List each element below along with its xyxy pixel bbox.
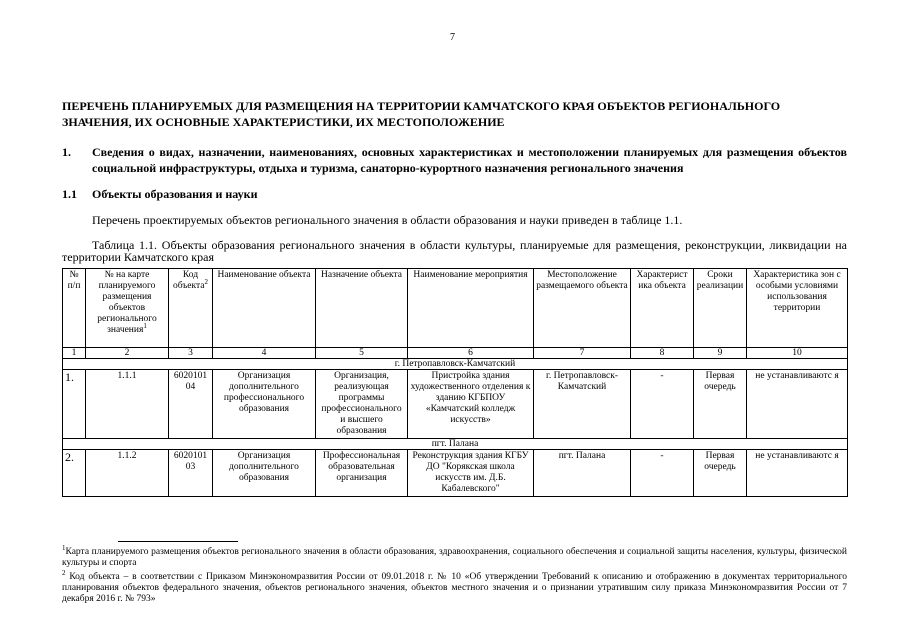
col-number: 5 [316, 348, 408, 359]
object-name-cell: Организация дополнительного профессионального образования [213, 370, 316, 439]
group-row-petropavlovsk [63, 359, 848, 370]
action-cell: Реконструкция здания КГБУ ДО "Корякская школа искусств им. Д.Б. Кабалевского" [408, 450, 534, 497]
col-number: 6 [408, 348, 534, 359]
footnote-ref-2: 2 [204, 277, 208, 286]
zones-cell: не устанавливаютс я [747, 450, 848, 497]
row-number: 1. [63, 370, 86, 439]
section-1-1-heading [62, 186, 847, 202]
header-zones: Характеристика зон с особыми условиями использования территории [747, 269, 848, 348]
group-label: пгт. Палана [63, 439, 848, 450]
footnote-ref-1: 1 [143, 321, 147, 330]
page-number: 7 [450, 32, 455, 43]
header-map-number: № на карте планируемого размещения объектов регионального значения$^1$ [86, 269, 169, 348]
col-number: 10 [747, 348, 848, 359]
location-cell: пгт. Палана [534, 450, 631, 497]
row-number: 2. [63, 450, 86, 497]
footnote-divider [118, 541, 238, 542]
map-number-cell: 1.1.1 [86, 370, 169, 439]
footnote-1-text: Карта планируемого размещения объектов регионального значения в области образования, здравоохранения, социального обеспечения и социальной защиты населения, культуры, физической культуры и спорта [62, 547, 847, 568]
section-1-1-text: Объекты образования и науки [92, 187, 258, 201]
header-object-purpose: Назначение объекта [316, 269, 408, 348]
col-number: 4 [213, 348, 316, 359]
footnote-2-mark: 2 [62, 568, 66, 577]
location-cell: г. Петропавловск-Камчатский [534, 370, 631, 439]
section-1-1-number: 1.1 [62, 187, 77, 201]
header-terms: Сроки реализации [694, 269, 747, 348]
header-action-name: Наименование мероприятия [408, 269, 534, 348]
col-number: 8 [631, 348, 694, 359]
footnote-2 [62, 568, 847, 605]
table-row [63, 450, 848, 497]
col-number: 3 [169, 348, 213, 359]
header-num: № п/п [63, 269, 86, 348]
footnote-1-mark: 1 [62, 543, 66, 552]
header-object-name: Наименование объекта [213, 269, 316, 348]
document-title: ПЕРЕЧЕНЬ ПЛАНИРУЕМЫХ ДЛЯ РАЗМЕЩЕНИЯ НА ТЕРРИТОРИИ КАМЧАТСКОГО КРАЯ ОБЪЕКТОВ РЕГИОНАЛЬНОГО ЗНАЧЕНИЯ, ИХ ОСНОВНЫЕ ХАРАКТЕРИСТИКИ, ИХ МЕСТОПОЛОЖЕНИЕ [62, 99, 781, 129]
footnote-1 [62, 543, 847, 569]
col-number: 7 [534, 348, 631, 359]
footnote-2-text: Код объекта – в соответствии с Приказом Минэкономразвития России от 09.01.2018 г. № 10 «Об утверждении Требований к описанию и отображению в документах территориального планирования объектов федерального значения, объектов регионального значения, объектов местного значения и о признании утратившим силу приказа Минэкономразвития России от 7 декабря 2016 г. № 793» [62, 572, 847, 604]
col-number: 1 [63, 348, 86, 359]
section-1-number: 1. [62, 145, 71, 159]
column-number-row [63, 348, 848, 359]
action-cell: Пристройка здания художественного отделения к зданию КГБПОУ «Камчатский колледж искусств» [408, 370, 534, 439]
col-number: 9 [694, 348, 747, 359]
characteristic-cell: - [631, 370, 694, 439]
map-number-cell: 1.1.2 [86, 450, 169, 497]
table-header-row [63, 269, 848, 348]
terms-cell: Первая очередь [694, 450, 747, 497]
characteristic-cell: - [631, 450, 694, 497]
objects-table [62, 268, 848, 497]
section-1-text: Сведения о видах, назначении, наименованиях, основных характеристиках и местоположении планируемых для размещения объектов социальной инфраструктуры, отдыха и туризма, санаторно-курортного назначения регионального значения [92, 145, 847, 175]
object-code-cell: 6020101 03 [169, 450, 213, 497]
zones-cell: не устанавливаютс я [747, 370, 848, 439]
group-row-palana [63, 439, 848, 450]
header-characteristic: Характерист ика объекта [631, 269, 694, 348]
table-row [63, 370, 848, 439]
object-purpose-cell: Организация, реализующая программы профессионального и высшего образования [316, 370, 408, 439]
object-code-cell: 6020101 04 [169, 370, 213, 439]
object-name-cell: Организация дополнительного образования [213, 450, 316, 497]
intro-paragraph: Перечень проектируемых объектов регионального значения в области образования и науки приведен в таблице 1.1. [92, 213, 683, 227]
header-object-code: Код объекта$^2$ [169, 269, 213, 348]
header-location: Местоположение размещаемого объекта [534, 269, 631, 348]
object-purpose-cell: Профессиональная образовательная организация [316, 450, 408, 497]
col-number: 2 [86, 348, 169, 359]
table-caption: Таблица 1.1. Объекты образования регионального значения в области культуры, планируемые для размещения, реконструкции, ликвидации на территории Камчатского края [62, 238, 847, 264]
group-label: г. Петропавловск-Камчатский [63, 359, 848, 370]
section-1-heading [62, 144, 847, 176]
terms-cell: Первая очередь [694, 370, 747, 439]
